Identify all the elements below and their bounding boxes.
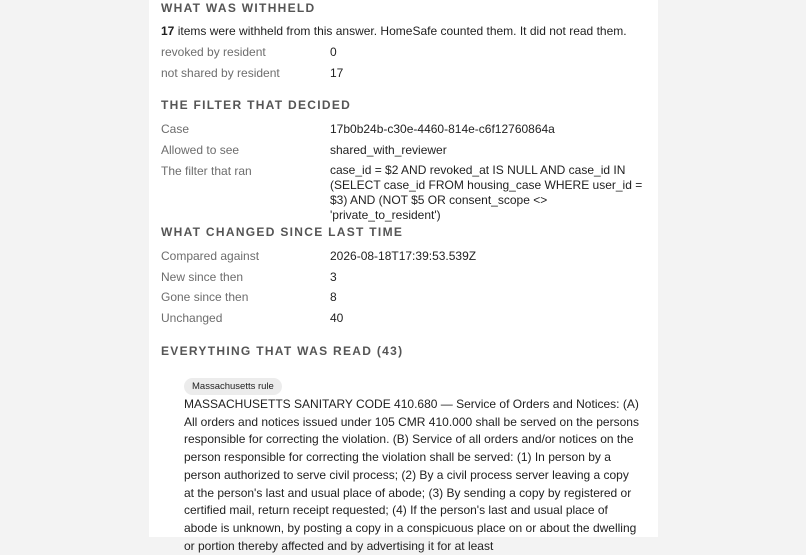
case-id-value: 17b0b24b-c30e-4460-814e-c6f12760864a xyxy=(330,122,555,136)
gone-since-value: 8 xyxy=(330,290,337,304)
unchanged-label: Unchanged xyxy=(161,311,223,325)
source-chip: Massachusetts rule xyxy=(184,378,282,395)
case-label: Case xyxy=(161,122,190,136)
answer-details-panel xyxy=(149,0,658,553)
allowed-value: shared_with_reviewer xyxy=(330,143,447,157)
filter-heading: THE FILTER THAT DECIDED xyxy=(161,98,352,112)
filter-ran-label: The filter that ran xyxy=(161,164,252,178)
unchanged-value: 40 xyxy=(330,311,344,325)
withheld-summary xyxy=(161,24,627,38)
compared-against-label: Compared against xyxy=(161,249,260,263)
revoked-label: revoked by resident xyxy=(161,45,266,59)
not-shared-value: 17 xyxy=(330,66,344,80)
withheld-heading: WHAT WAS WITHHELD xyxy=(161,1,316,15)
withheld-count: 17 xyxy=(161,24,175,38)
filter-sql-value: case_id = $2 AND revoked_at IS NULL AND case_id IN (SELECT case_id FROM housing_case WHERE user_id = $3) AND (NOT $5 OR consent_scope <> 'private_to_resident') xyxy=(330,163,643,222)
allowed-label: Allowed to see xyxy=(161,143,240,157)
compared-against-value: 2026-08-18T17:39:53.539Z xyxy=(330,249,477,263)
withheld-sentence: items were withheld from this answer. HomeSafe counted them. It did not read them. xyxy=(174,24,627,38)
not-shared-label: not shared by resident xyxy=(161,66,280,80)
read-heading: EVERYTHING THAT WAS READ (43) xyxy=(161,344,404,358)
changes-heading: WHAT CHANGED SINCE LAST TIME xyxy=(161,225,404,239)
rule-excerpt: MASSACHUSETTS SANITARY CODE 410.680 — Service of Orders and Notices: (A) All orders and notices issued under 105 CMR 410.000 shall be served on the persons responsible for correcting the violation. (B) Service of all orders and/or notices on the person responsible for correcting the violation shall be served: (1) In person by a person authorized to serve civil process; (2) By a civil process server leaving a copy at the person's last and usual place of abode; (3) By sending a copy by registered or certified mail, return receipt requested; (4) If the person's last and usual place of abode is unknown, by posting a copy in a conspicuous place on or about the dwelling or portion thereby affected and by advertising it for at least xyxy=(184,397,639,553)
new-since-label: New since then xyxy=(161,270,244,284)
revoked-value: 0 xyxy=(330,45,337,59)
gone-since-label: Gone since then xyxy=(161,290,249,304)
new-since-value: 3 xyxy=(330,270,337,284)
